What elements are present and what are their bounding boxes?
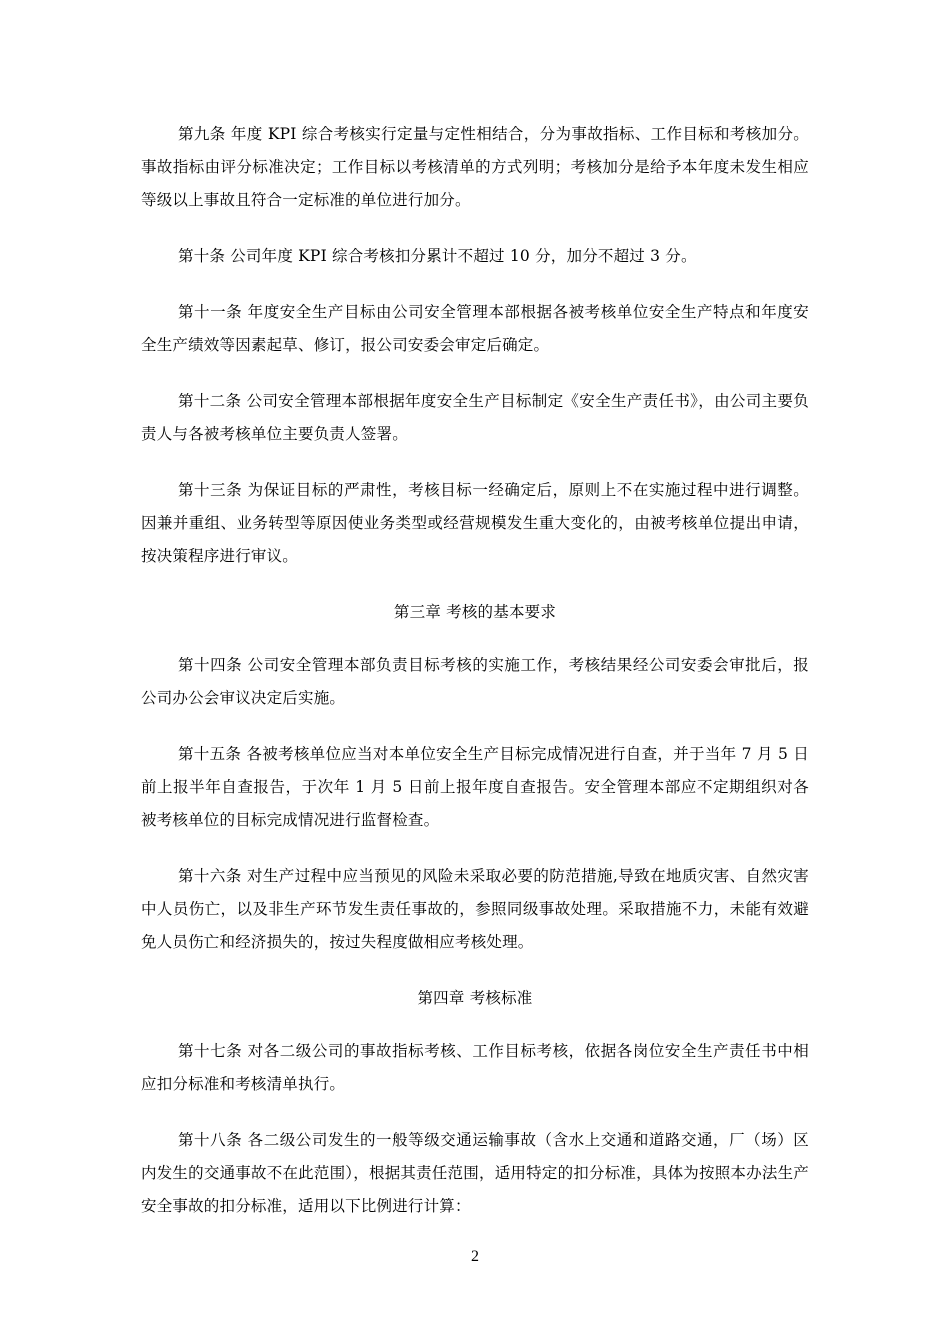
article-13: 第十三条 为保证目标的严肃性，考核目标一经确定后，原则上不在实施过程中进行调整。因兼并重组、业务转型等原因使业务类型或经营规模发生重大变化的，由被考核单位提出申请，按决策程序进行审议。	[141, 481, 809, 565]
article-11: 第十一条 年度安全生产目标由公司安全管理本部根据各被考核单位安全生产特点和年度安全生产绩效等因素起草、修订，报公司安委会审定后确定。	[141, 303, 809, 354]
article-15: 第十五条 各被考核单位应当对本单位安全生产目标完成情况进行自查，并于当年 7 月 5 日前上报半年自查报告，于次年 1 月 5 日前上报年度自查报告。安全管理本部应不定期组织对各被考核单位的目标完成情况进行监督检查。	[141, 745, 809, 829]
article-17: 第十七条 对各二级公司的事故指标考核、工作目标考核，依据各岗位安全生产责任书中相应扣分标准和考核清单执行。	[141, 1042, 809, 1093]
article-16: 第十六条 对生产过程中应当预见的风险未采取必要的防范措施,导致在地质灾害、自然灾害中人员伤亡，以及非生产环节发生责任事故的，参照同级事故处理。采取措施不力，未能有效避免人员伤亡和经济损失的，按过失程度做相应考核处理。	[141, 867, 809, 951]
document-body	[141, 118, 809, 1246]
chapter-3-heading: 第三章 考核的基本要求	[393, 603, 557, 621]
page-number: 2	[471, 1248, 479, 1265]
article-12: 第十二条 公司安全管理本部根据年度安全生产目标制定《安全生产责任书》，由公司主要负责人与各被考核单位主要负责人签署。	[141, 392, 809, 443]
article-14: 第十四条 公司安全管理本部负责目标考核的实施工作，考核结果经公司安委会审批后，报公司办公会审议决定后实施。	[141, 656, 809, 707]
article-9: 第九条 年度 KPI 综合考核实行定量与定性相结合，分为事故指标、工作目标和考核加分。事故指标由评分标准决定；工作目标以考核清单的方式列明；考核加分是给予本年度未发生相应等级以上事故且符合一定标准的单位进行加分。	[141, 125, 809, 209]
article-10: 第十条 公司年度 KPI 综合考核扣分累计不超过 10 分，加分不超过 3 分。	[178, 247, 697, 265]
article-18: 第十八条 各二级公司发生的一般等级交通运输事故（含水上交通和道路交通，厂（场）区内发生的交通事故不在此范围），根据其责任范围，适用特定的扣分标准，具体为按照本办法生产安全事故的扣分标准，适用以下比例进行计算：	[141, 1131, 809, 1215]
chapter-4-heading: 第四章 考核标准	[417, 989, 533, 1007]
